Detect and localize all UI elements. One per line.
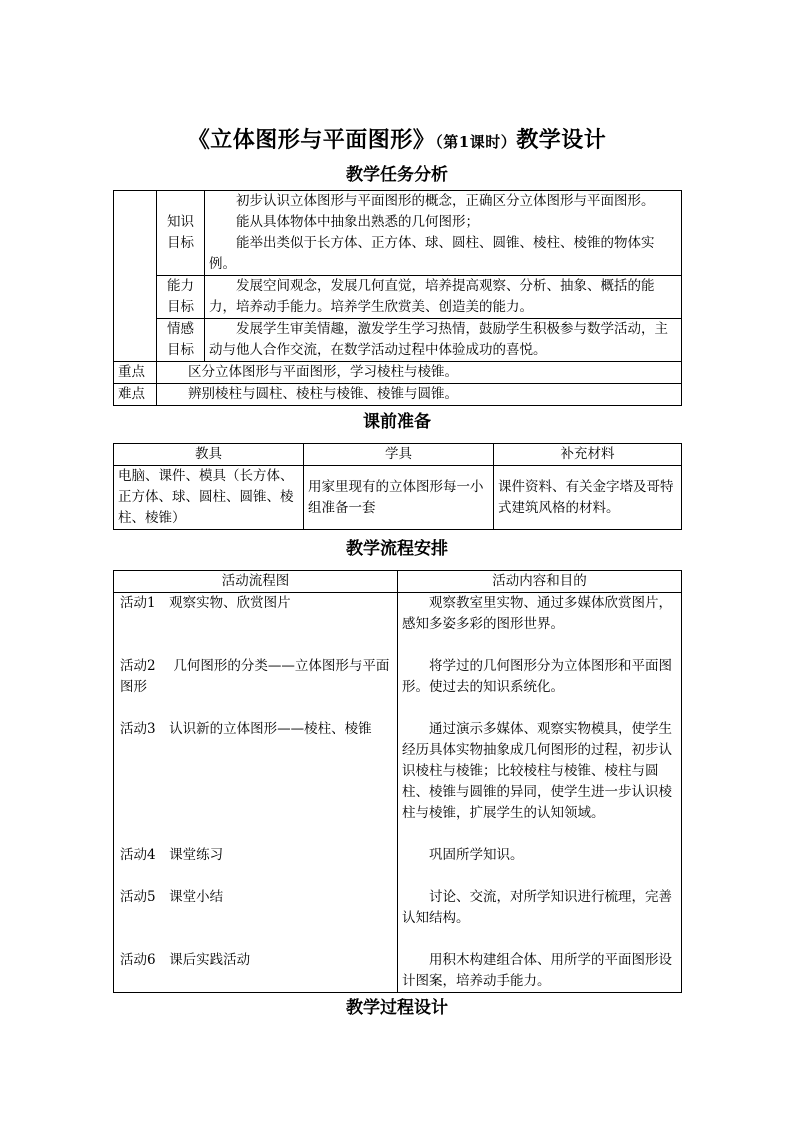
activity-1-flow: 活动1 观察实物、欣赏图片: [114, 593, 398, 657]
document-title: [0, 124, 794, 158]
table-row: [114, 466, 682, 530]
activity-1-content: 观察教室里实物、通过多媒体欣赏图片，感知多姿多彩的图形世界。: [398, 593, 682, 657]
header-content-purpose: 活动内容和目的: [398, 571, 682, 593]
activity-5-content: 讨论、交流，对所学知识进行梳理，完善认知结构。: [398, 887, 682, 950]
activity-3-content: 通过演示多媒体、观察实物模具，使学生经历具体实物抽象成几何图形的过程，初步认识棱柱与棱锥；比较棱柱与棱锥、棱柱与圆柱、棱锥与圆锥的异同，使学生进一步认识棱柱与棱锥，扩展学生的认知领域。: [398, 719, 682, 845]
table-row: [114, 276, 682, 319]
key-point-text: 区分立体图形与平面图形，学习棱柱与棱锥。: [157, 362, 682, 384]
row-label-ability: 能力目标: [157, 276, 205, 319]
header-teaching-aids: 教具: [114, 444, 304, 466]
table-row: [114, 444, 682, 466]
table-row: [114, 593, 682, 657]
section-heading-process-design: 教学过程设计: [346, 998, 448, 1018]
header-learning-aids: 学具: [304, 444, 494, 466]
header-supplementary: 补充材料: [494, 444, 682, 466]
section-heading-preparation: 课前准备: [363, 412, 431, 432]
supplementary-cell: 课件资料、有关金字塔及哥特式建筑风格的材料。: [494, 466, 682, 530]
activity-3-flow: 活动3 认识新的立体图形——棱柱、棱锥: [114, 719, 398, 845]
teaching-aids-cell: 电脑、课件、模具（长方体、正方体、球、圆柱、圆锥、棱柱、棱锥）: [114, 466, 304, 530]
difficulty-label: 难点: [114, 384, 157, 406]
knowledge-line-3: 能举出类似于长方体、正方体、球、圆柱、圆锥、棱柱、棱锥的物体实例。: [209, 235, 655, 272]
activity-2-content: 将学过的几何图形分为立体图形和平面图形。使过去的知识系统化。: [398, 656, 682, 719]
activity-2-flow: 活动2 几何图形的分类——立体图形与平面图形: [114, 656, 398, 719]
title-subtitle: （第1课时）: [435, 133, 517, 151]
title-main-prefix: 《立体图形与平面图形》: [187, 127, 436, 153]
table-row: [114, 950, 682, 993]
activity-5-flow: 活动5 课堂小结: [114, 887, 398, 950]
activity-6-flow: 活动6 课后实践活动: [114, 950, 398, 993]
row-label-emotion: 情感目标: [157, 319, 205, 362]
section-heading-flow: 教学流程安排: [346, 539, 448, 559]
table-row: [114, 887, 682, 950]
ability-goal-cell: 发展空间观念，发展几何直觉，培养提高观察、分析、抽象、概括的能力，培养动手能力。培养学生欣赏美、创造美的能力。: [205, 276, 682, 319]
learning-aids-cell: 用家里现有的立体图形每一小组准备一套: [304, 466, 494, 530]
table-row: [114, 362, 682, 384]
table-row: [114, 719, 682, 845]
section-heading-task-analysis: 教学任务分析: [346, 165, 448, 185]
title-main-suffix: 教学设计: [516, 127, 607, 153]
emotion-goal-cell: 发展学生审美情趣，激发学生学习热情，鼓励学生积极参与数学活动，主动与他人合作交流，在数学活动过程中体验成功的喜悦。: [205, 319, 682, 362]
activity-6-content: 用积木构建组合体、用所学的平面图形设计图案，培养动手能力。: [398, 950, 682, 993]
teaching-flow-table: [113, 570, 682, 993]
empty-merged-cell: [114, 191, 157, 362]
row-label-knowledge: 知识目标: [157, 191, 205, 276]
table-row: [114, 656, 682, 719]
task-analysis-table: [113, 190, 682, 406]
preparation-table: [113, 443, 682, 530]
knowledge-goal-cell: [205, 191, 682, 276]
header-flow-chart: 活动流程图: [114, 571, 398, 593]
table-row: [114, 384, 682, 406]
key-point-label: 重点: [114, 362, 157, 384]
table-row: [114, 845, 682, 887]
activity-4-content: 巩固所学知识。: [398, 845, 682, 887]
activity-4-flow: 活动4 课堂练习: [114, 845, 398, 887]
table-row: [114, 191, 682, 276]
knowledge-line-2: 能从具体物体中抽象出熟悉的几何图形；: [236, 214, 479, 230]
knowledge-line-1: 初步认识立体图形与平面图形的概念，正确区分立体图形与平面图形。: [236, 193, 655, 209]
difficulty-text: 辨别棱柱与圆柱、棱柱与棱锥、棱锥与圆锥。: [157, 384, 682, 406]
table-row: [114, 571, 682, 593]
table-row: [114, 319, 682, 362]
